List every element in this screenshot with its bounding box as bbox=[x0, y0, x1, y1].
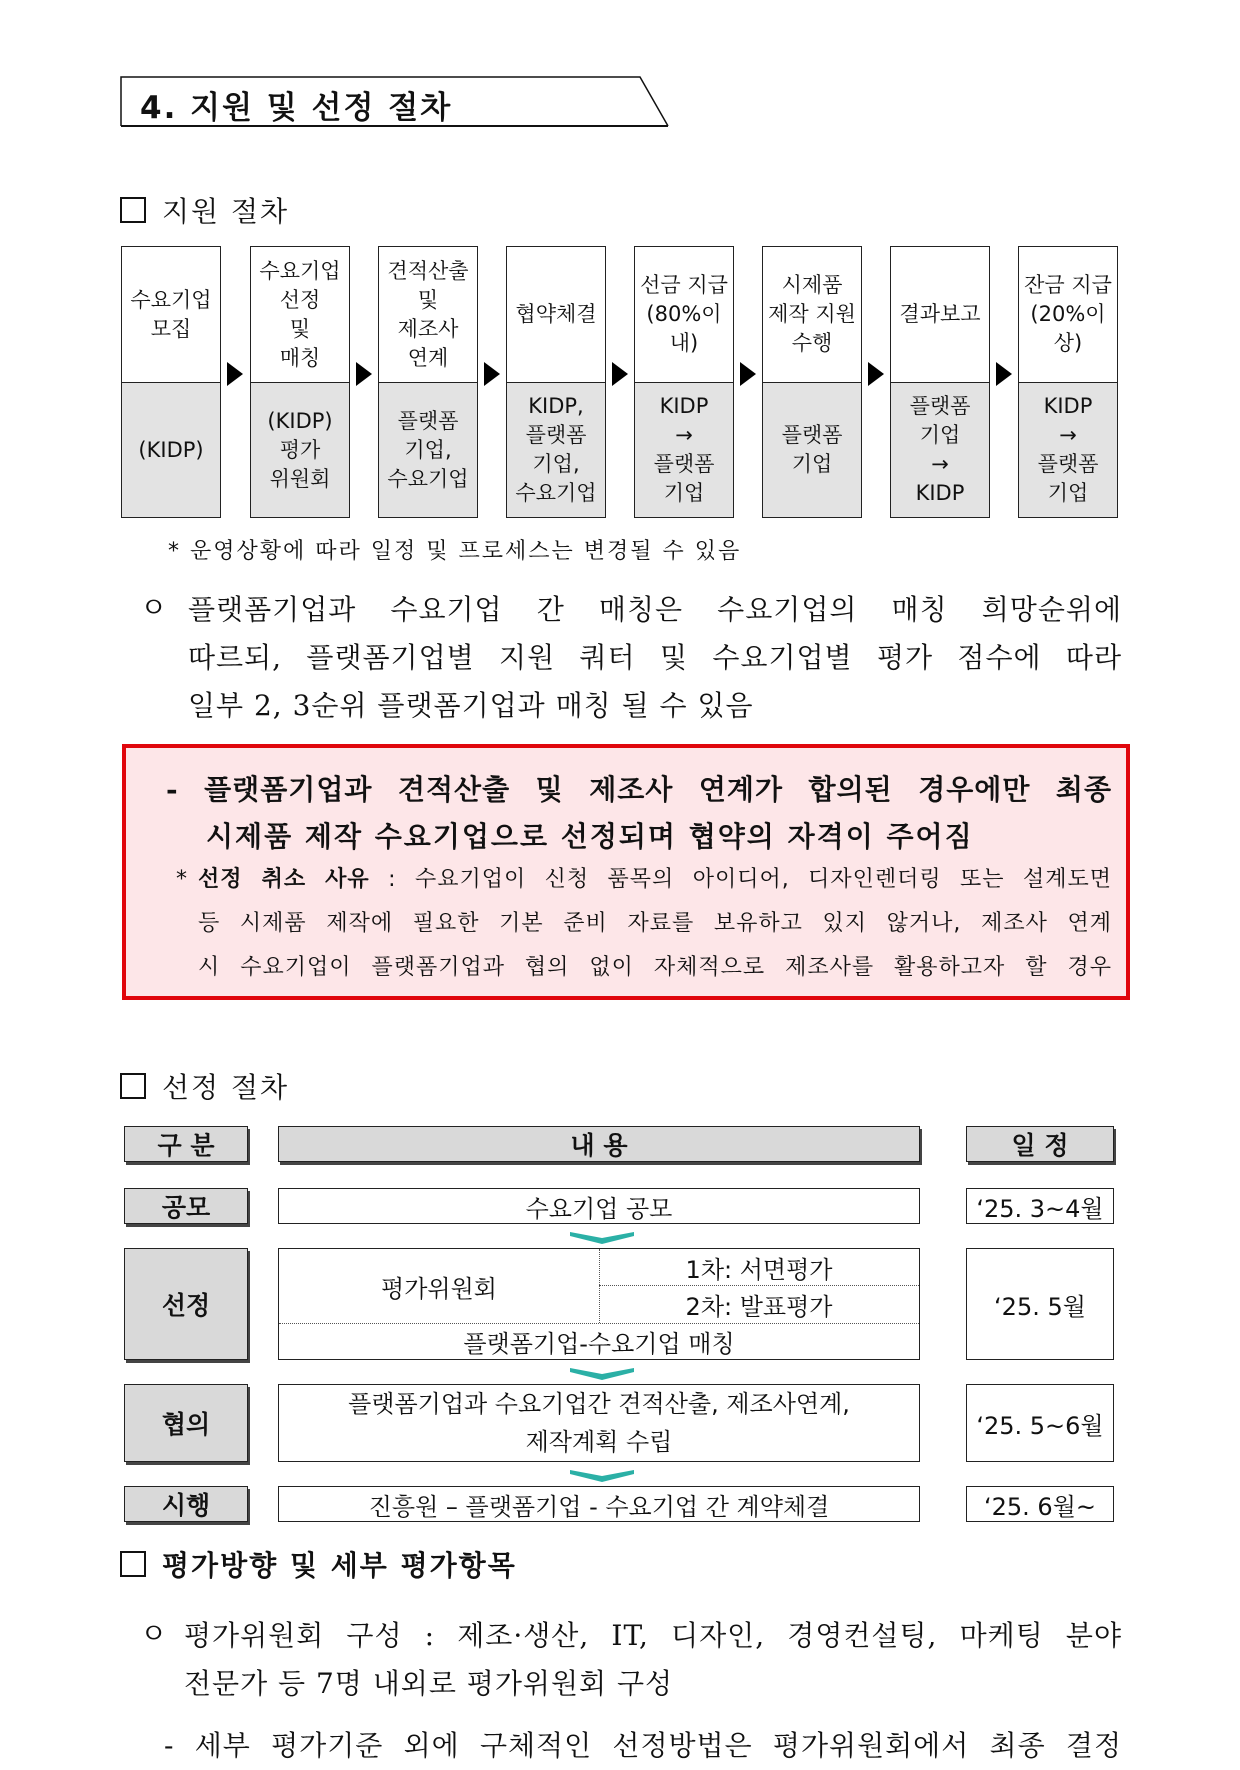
flow-step-6-title: 시제품 제작 지원 수행 bbox=[763, 247, 861, 383]
flow-arrow-icon bbox=[612, 362, 628, 386]
eval-line-1: 평가위원회 구성 : 제조·생산, IT, 디자인, 경영컨설팅, 마케팅 분야 bbox=[184, 1619, 1122, 1652]
support-heading-text: 지원 절차 bbox=[162, 195, 290, 228]
round-1: 1차: 서면평가 bbox=[685, 1255, 833, 1284]
flow-step-8-actor: KIDP → 플랫폼 기업 bbox=[1019, 383, 1117, 517]
selection-heading-text: 선정 절차 bbox=[162, 1071, 290, 1104]
cancel-line-3: 시 수요기업이 플랫폼기업과 협의 없이 자체적으로 제조사를 활용하고자 할 경우 bbox=[198, 955, 1112, 980]
support-heading bbox=[120, 190, 289, 230]
flow-arrow-icon bbox=[227, 362, 243, 386]
down-chevron-icon bbox=[570, 1232, 634, 1244]
flow-step-4 bbox=[506, 246, 606, 518]
stage-announce: 공모 bbox=[124, 1188, 248, 1224]
cancel-label: 선정 취소 사유 bbox=[198, 867, 370, 892]
flow-arrow-icon bbox=[740, 362, 756, 386]
cancel-star: * bbox=[176, 867, 188, 892]
flow-step-2 bbox=[250, 246, 350, 518]
header-content: 내 용 bbox=[278, 1126, 920, 1162]
bullet-symbol: ㅇ bbox=[140, 591, 168, 624]
matching-line-1: 플랫폼기업과 수요기업 간 매칭은 수요기업의 매칭 희망순위에 bbox=[188, 593, 1122, 626]
flow-step-6-actor: 플랫폼 기업 bbox=[763, 383, 861, 517]
header-date: 일 정 bbox=[966, 1126, 1114, 1162]
matching-line-3: 일부 2, 3순위 플랫폼기업과 매칭 될 수 있음 bbox=[188, 689, 754, 722]
flow-step-1-actor: (KIDP) bbox=[122, 383, 220, 517]
matching-line-2: 따르되, 플랫폼기업별 지원 쿼터 및 수요기업별 평가 점수에 따라 bbox=[188, 641, 1122, 674]
flow-step-3-title: 견적산출 및 제조사 연계 bbox=[379, 247, 477, 383]
cancel-line-1 bbox=[198, 858, 1112, 902]
evaluation-heading bbox=[120, 1544, 517, 1584]
flow-step-4-actor: KIDP, 플랫폼 기업, 수요기업 bbox=[507, 383, 605, 517]
cancel-line-2: 등 시제품 제작에 필요한 기본 준비 자료를 보유하고 있지 않거나, 제조사 연계 bbox=[198, 911, 1112, 936]
round-2: 2차: 발표평가 bbox=[685, 1292, 833, 1321]
flow-step-5-title: 선금 지급 (80%이내) bbox=[635, 247, 733, 383]
flow-arrow-icon bbox=[356, 362, 372, 386]
eval-bullet: ㅇ bbox=[140, 1617, 168, 1650]
flow-step-1-title: 수요기업 모집 bbox=[122, 247, 220, 383]
content-consult bbox=[278, 1384, 920, 1462]
date-select: ‘25. 5월 bbox=[966, 1248, 1114, 1360]
content-select bbox=[278, 1248, 920, 1360]
date-consult: ‘25. 5~6월 bbox=[966, 1384, 1114, 1462]
down-chevron-icon bbox=[570, 1368, 634, 1380]
eval-line-2: 전문가 등 7명 내외로 평가위원회 구성 bbox=[184, 1667, 674, 1700]
flow-step-6 bbox=[762, 246, 862, 518]
flow-step-5 bbox=[634, 246, 734, 518]
cancel-text-1: : 수요기업이 신청 품목의 아이디어, 디자인렌더링 또는 설계도면 bbox=[388, 867, 1112, 892]
checkbox-square-icon bbox=[120, 197, 146, 223]
header-stage: 구 분 bbox=[124, 1126, 248, 1162]
selection-heading bbox=[120, 1066, 289, 1106]
stage-select: 선정 bbox=[124, 1248, 248, 1360]
flow-step-1 bbox=[121, 246, 221, 518]
flow-step-8-title: 잔금 지급 (20%이상) bbox=[1019, 247, 1117, 383]
flow-step-7-title: 결과보고 bbox=[891, 247, 989, 383]
matching-label: 플랫폼기업-수요기업 매칭 bbox=[463, 1330, 735, 1358]
condition-line-1: - 플랫폼기업과 견적산출 및 제조사 연계가 합의된 경우에만 최종 bbox=[166, 773, 1112, 806]
content-execute: 진흥원 – 플랫폼기업 - 수요기업 간 계약체결 bbox=[278, 1486, 920, 1522]
flow-step-7-actor: 플랫폼 기업 → KIDP bbox=[891, 383, 989, 517]
flow-step-5-actor: KIDP → 플랫폼 기업 bbox=[635, 383, 733, 517]
stage-consult: 협의 bbox=[124, 1384, 248, 1462]
evaluation-heading-text: 평가방향 및 세부 평가항목 bbox=[162, 1549, 517, 1582]
date-announce: ‘25. 3~4월 bbox=[966, 1188, 1114, 1224]
stage-execute: 시행 bbox=[124, 1486, 248, 1522]
checkbox-square-icon bbox=[120, 1073, 146, 1099]
down-chevron-icon bbox=[570, 1470, 634, 1482]
content-announce: 수요기업 공모 bbox=[278, 1188, 920, 1224]
date-execute: ‘25. 6월~ bbox=[966, 1486, 1114, 1522]
flow-arrow-icon bbox=[484, 362, 500, 386]
condition-line-2: 시제품 제작 수요기업으로 선정되며 협약의 자격이 주어짐 bbox=[206, 820, 974, 853]
flow-step-2-actor: (KIDP) 평가 위원회 bbox=[251, 383, 349, 517]
flow-arrow-icon bbox=[996, 362, 1012, 386]
committee-label: 평가위원회 bbox=[381, 1274, 497, 1303]
flow-step-3-actor: 플랫폼 기업, 수요기업 bbox=[379, 383, 477, 517]
section-title: 4. 지원 및 선정 절차 bbox=[140, 90, 453, 126]
matching-paragraph bbox=[188, 586, 1122, 730]
schedule-note: * 운영상황에 따라 일정 및 프로세스는 변경될 수 있음 bbox=[168, 539, 742, 564]
flow-step-3 bbox=[378, 246, 478, 518]
checkbox-square-icon bbox=[120, 1551, 146, 1577]
flow-step-2-title: 수요기업 선정 및 매칭 bbox=[251, 247, 349, 383]
flow-step-4-title: 협약체결 bbox=[507, 247, 605, 383]
flow-arrow-icon bbox=[868, 362, 884, 386]
flow-step-8 bbox=[1018, 246, 1118, 518]
flow-step-7 bbox=[890, 246, 990, 518]
consult-line-2: 제작계획 수립 bbox=[525, 1428, 673, 1456]
consult-line-1: 플랫폼기업과 수요기업간 견적산출, 제조사연계, bbox=[348, 1390, 850, 1418]
selection-condition-box bbox=[122, 744, 1130, 1000]
eval-line-3: - 세부 평가기준 외에 구체적인 선정방법은 평가위원회에서 최종 결정 bbox=[164, 1729, 1122, 1762]
